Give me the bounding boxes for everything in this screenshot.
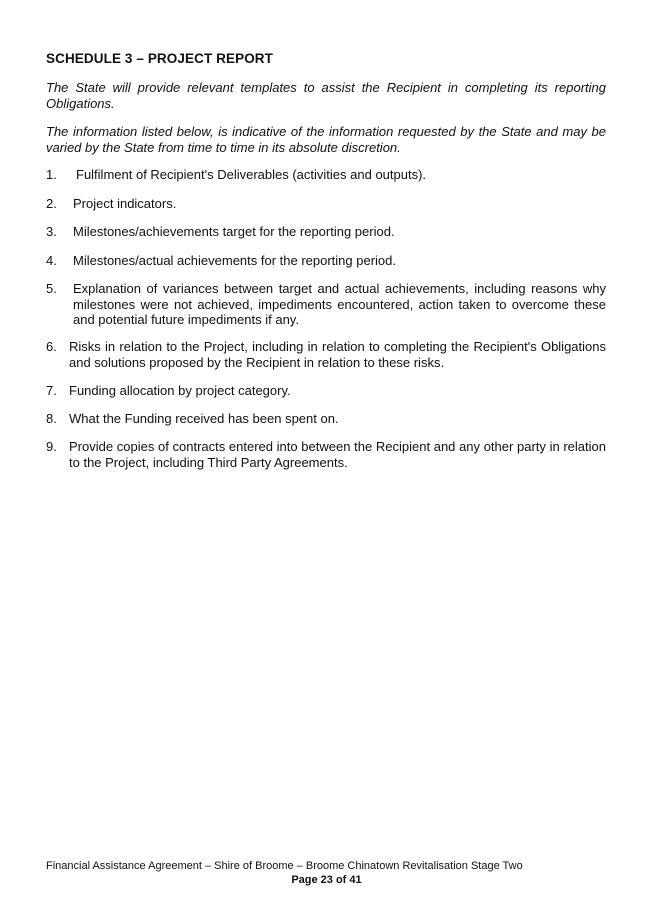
list-item-text: Funding allocation by project category.	[69, 383, 291, 398]
list-item-number: 2.	[46, 196, 57, 211]
intro-paragraph-indicative: The information listed below, is indicative of the information requested by the State and may be varied by the State from time to time in its absolute discretion.	[46, 124, 606, 155]
list-item-text: Fulfilment of Recipient's Deliverables (activities and outputs).	[76, 167, 427, 182]
list-item-number: 8.	[46, 411, 57, 426]
list-item-text: What the Funding received has been spent on.	[69, 411, 339, 426]
list-item-text: Explanation of variances between target and actual achievements, including reasons why milestones were not achieved, impediments encountered, action taken to overcome these and potential future impediments if any.	[73, 281, 606, 327]
list-item	[46, 196, 606, 212]
list-item	[46, 411, 606, 427]
list-item-number: 5.	[46, 281, 57, 296]
list-item	[46, 167, 606, 183]
list-item-number: 7.	[46, 383, 57, 398]
list-item	[46, 281, 606, 328]
list-item	[46, 383, 606, 399]
list-item	[46, 253, 606, 269]
list-item	[46, 339, 606, 370]
list-item-number: 9.	[46, 439, 57, 454]
list-item-number: 4.	[46, 253, 57, 268]
list-item	[46, 224, 606, 240]
list-item-text: Project indicators.	[73, 196, 177, 211]
list-item-text: Milestones/achievements target for the reporting period.	[73, 224, 395, 239]
list-item-text: Milestones/actual achievements for the reporting period.	[73, 253, 397, 268]
list-item-text: Provide copies of contracts entered into between the Recipient and any other party in relation to the Project, including Third Party Agreements.	[69, 439, 606, 470]
intro-paragraph-templates: The State will provide relevant templates to assist the Recipient in completing its reporting Obligations.	[46, 80, 606, 111]
list-item-number: 6.	[46, 339, 57, 354]
list-item-number: 3.	[46, 224, 57, 239]
footer-agreement-title: Financial Assistance Agreement – Shire of Broome – Broome Chinatown Revitalisation Stage Two	[46, 860, 523, 872]
footer-page-number: Page 23 of 41	[291, 874, 362, 886]
list-item-text: Risks in relation to the Project, including in relation to completing the Recipient's Obligations and solutions proposed by the Recipient in relation to these risks.	[69, 339, 606, 370]
list-item	[46, 439, 606, 470]
schedule-heading: SCHEDULE 3 – PROJECT REPORT	[46, 51, 273, 66]
list-item-number: 1.	[46, 167, 57, 182]
